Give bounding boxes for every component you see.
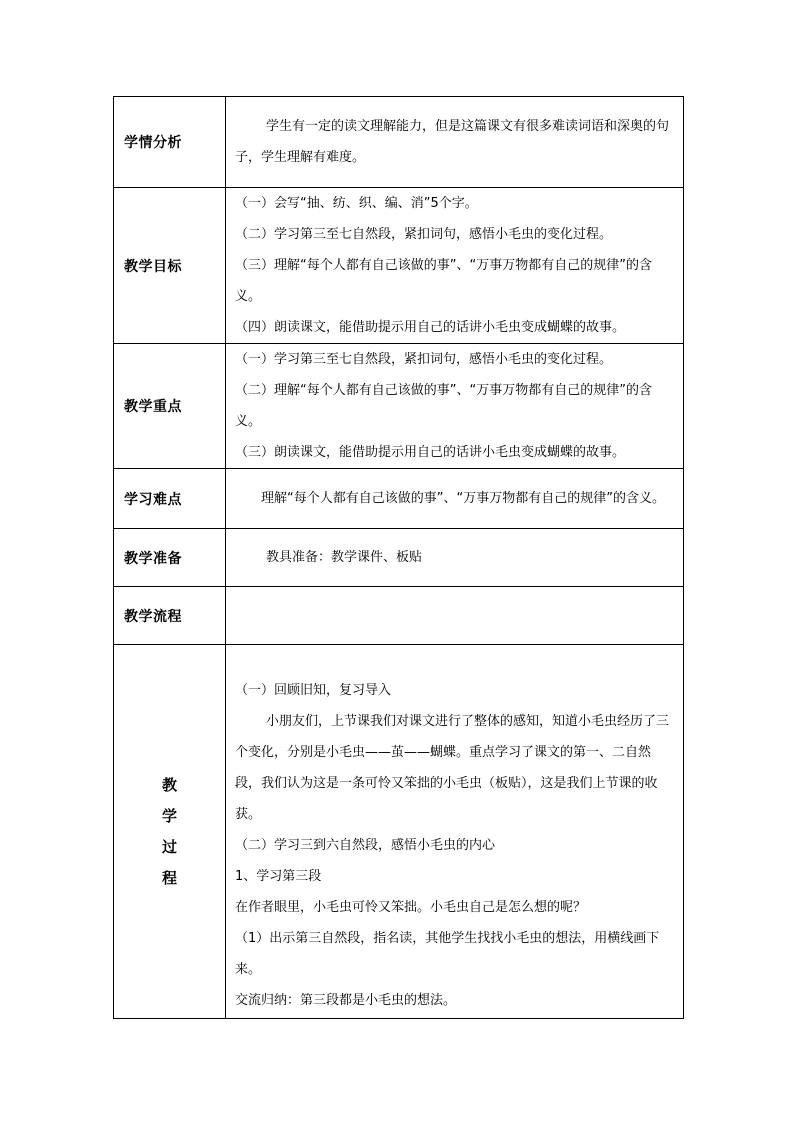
row-content-nandian <box>226 469 684 529</box>
mubiao-item-3: （三）理解“每个人都有自己该做的事”、“万事万物都有自己的规律”的含义。 <box>235 258 652 304</box>
guocheng-char-1: 教 <box>161 775 177 794</box>
table-row-xueqing <box>114 97 684 188</box>
table-row-mubiao <box>114 188 684 344</box>
row-label-mubiao: 教学目标 <box>114 188 226 344</box>
row-content-zhongdian <box>226 344 684 469</box>
row-content-xueqing <box>226 97 684 188</box>
row-label-guocheng <box>114 645 226 1019</box>
zhongdian-item-3: （三）朗读课文，能借助提示用自己的话讲小毛虫变成蝴蝶的故事。 <box>235 445 626 460</box>
guocheng-paragraph-4: 交流归纳：第三段都是小毛虫的想法。 <box>235 993 457 1008</box>
guocheng-paragraph-1: 小朋友们，上节课我们对课文进行了整体的感知，知道小毛虫经历了三个变化，分别是小毛虫——茧——蝴蝶。重点学习了课文的第一、二自然段，我们认为这是一条可怜又笨拙的小毛虫（板贴），这是我们上节课的收获。 <box>235 714 670 822</box>
mubiao-item-1: （一）会写“抽、纺、织、编、消”5个字。 <box>235 196 478 211</box>
row-content-liucheng <box>226 587 684 645</box>
zhunbei-text: 教具准备：教学课件、板贴 <box>266 550 423 565</box>
mubiao-item-2: （二）学习第三至七自然段，紧扣词句，感悟小毛虫的变化过程。 <box>235 227 613 242</box>
xueqing-text: 学生有一定的读文理解能力，但是这篇课文有很多难读词语和深奥的句子，学生理解有难度。 <box>235 119 670 165</box>
table-row-liucheng <box>114 587 684 645</box>
row-label-zhunbei: 教学准备 <box>114 529 226 587</box>
guocheng-char-2: 学 <box>161 806 177 825</box>
guocheng-char-3: 过 <box>161 837 177 856</box>
table-row-nandian <box>114 469 684 529</box>
row-content-zhunbei <box>226 529 684 587</box>
row-label-xueqing: 学情分析 <box>114 97 226 188</box>
table-row-zhongdian <box>114 344 684 469</box>
row-content-mubiao <box>226 188 684 344</box>
table-row-zhunbei <box>114 529 684 587</box>
nandian-text: 理解“每个人都有自己该做的事”、“万事万物都有自己的规律”的含义。 <box>261 491 665 506</box>
lesson-plan-table <box>113 96 684 1019</box>
guocheng-heading-2: （二）学习三到六自然段，感悟小毛虫的内心 <box>235 838 496 853</box>
zhongdian-item-2: （二）理解“每个人都有自己该做的事”、“万事万物都有自己的规律”的含义。 <box>235 383 652 429</box>
row-label-liucheng: 教学流程 <box>114 587 226 645</box>
table-row-guocheng <box>114 645 684 1019</box>
guocheng-paragraph-3: （1）出示第三自然段，指名读，其他学生找找小毛虫的想法，用横线画下来。 <box>235 931 660 977</box>
mubiao-item-4: （四）朗读课文，能借助提示用自己的话讲小毛虫变成蝴蝶的故事。 <box>235 320 626 335</box>
guocheng-heading-1: （一）回顾旧知，复习导入 <box>235 683 392 698</box>
guocheng-char-4: 程 <box>161 868 177 887</box>
guocheng-paragraph-2: 在作者眼里，小毛虫可怜又笨拙。小毛虫自己是怎么想的呢？ <box>235 900 587 915</box>
row-content-guocheng <box>226 645 684 1019</box>
zhongdian-item-1: （一）学习第三至七自然段，紧扣词句，感悟小毛虫的变化过程。 <box>235 352 613 367</box>
row-label-nandian: 学习难点 <box>114 469 226 529</box>
row-label-zhongdian: 教学重点 <box>114 344 226 469</box>
guocheng-subheading-1: 1、学习第三段 <box>235 869 322 884</box>
